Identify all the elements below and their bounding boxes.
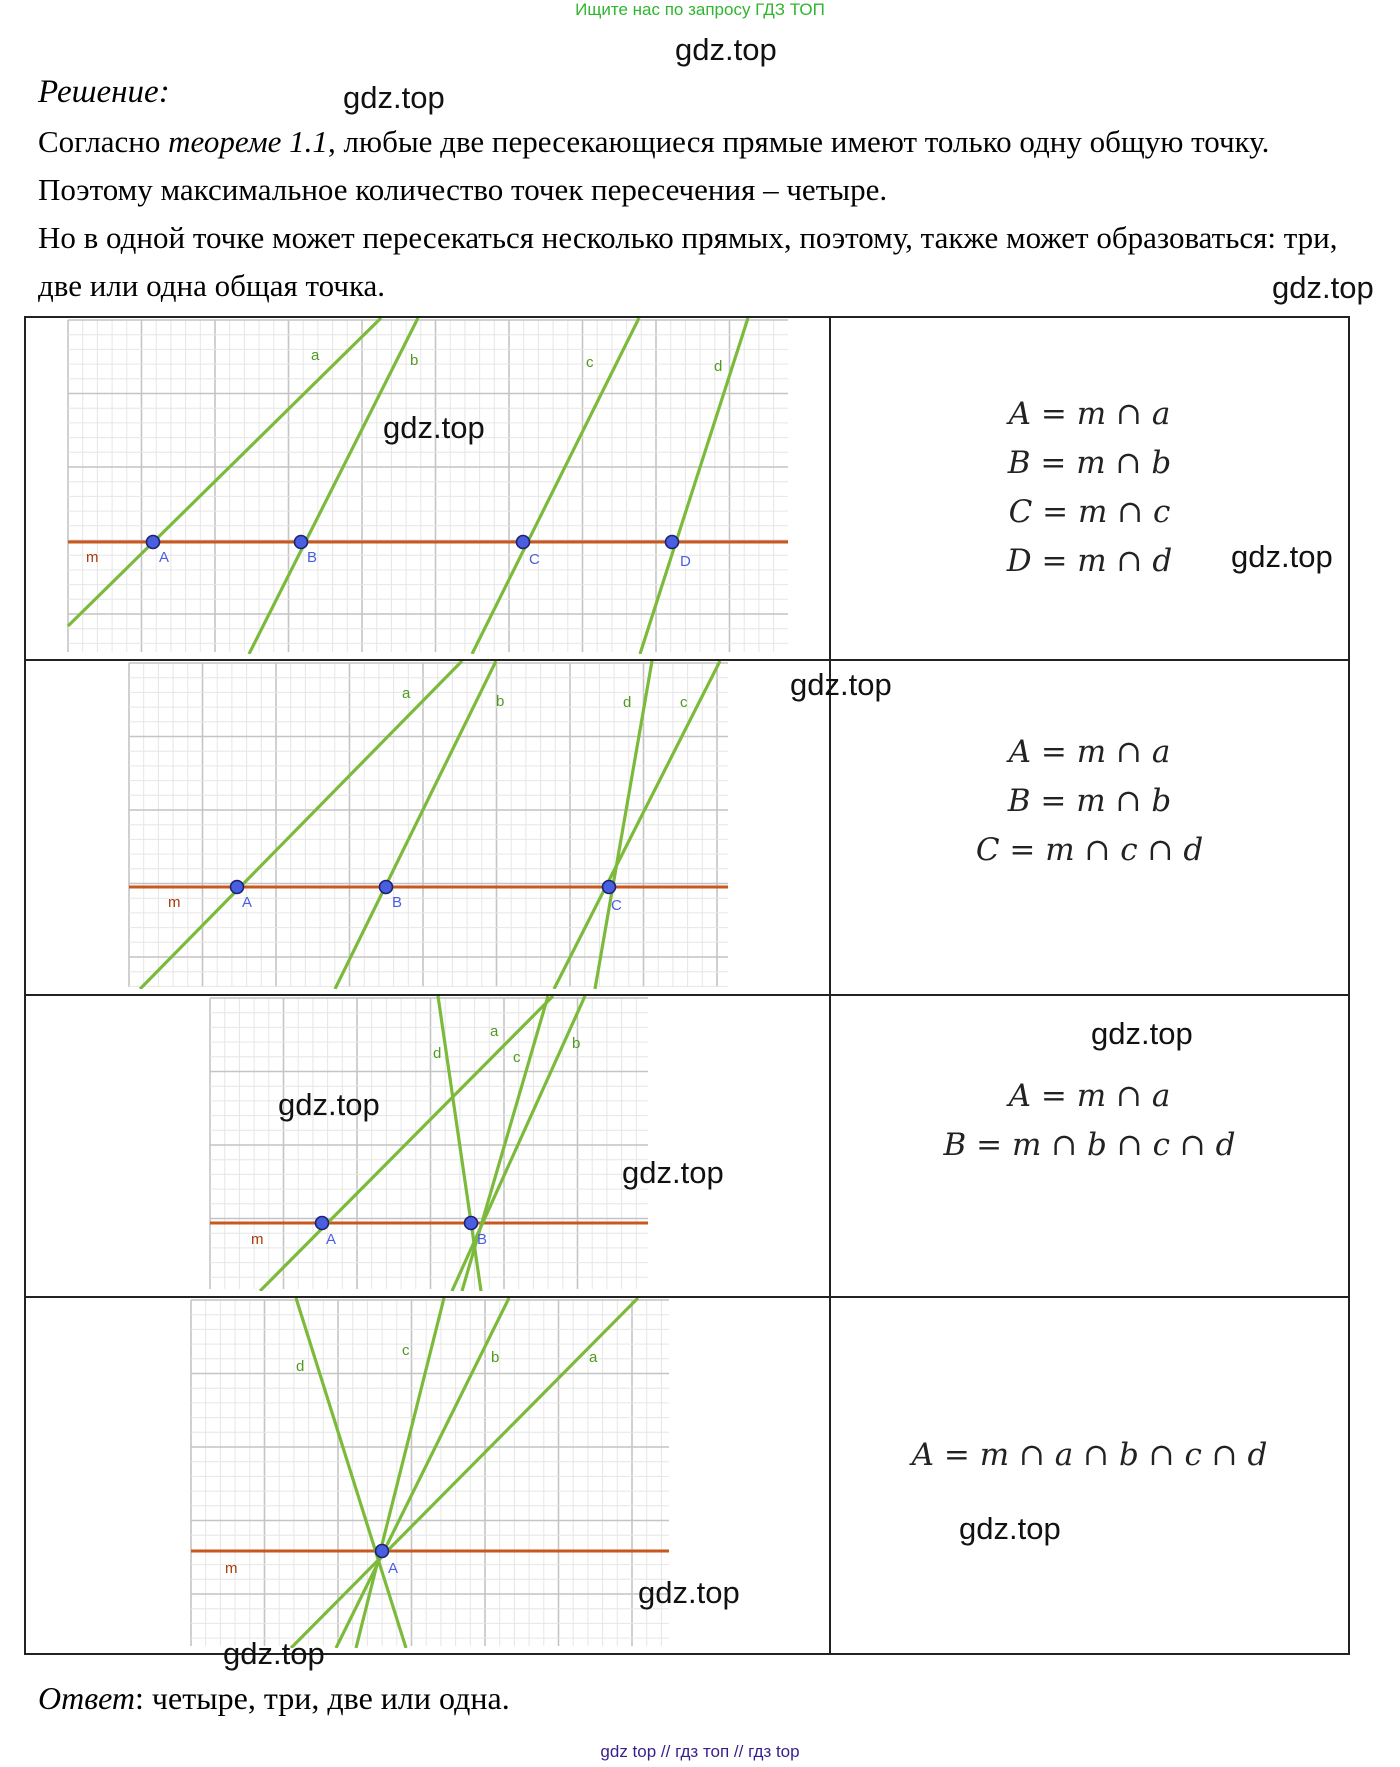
- point-label-A: A: [242, 894, 253, 911]
- line-label-a: a: [311, 347, 320, 364]
- answer-label: Ответ: [38, 1680, 135, 1716]
- watermark: gdz.top: [790, 667, 892, 702]
- formula: B = m ∩ b ∩ c ∩ d: [943, 1126, 1236, 1163]
- base-line-label: m: [251, 1231, 264, 1248]
- line-b: [249, 318, 418, 654]
- point-label-A: A: [388, 1560, 399, 1577]
- point-C: [517, 536, 530, 549]
- formula: C = m ∩ c ∩ d: [975, 831, 1204, 868]
- formula: A = m ∩ a: [1008, 1077, 1171, 1114]
- solution-paragraph-1: Согласно теореме 1.1, любые две пересекающиеся прямые имеют только одну общую точку. Поэтому максимальное количество точек пересечения – четыре.: [38, 124, 1270, 207]
- formula: D = m ∩ d: [1006, 542, 1173, 579]
- top-banner: Ищите нас по запросу ГДЗ ТОП: [575, 0, 825, 19]
- line-label-a: a: [402, 685, 411, 702]
- point-label-B: B: [392, 894, 403, 911]
- formula: B = m ∩ b: [1007, 782, 1172, 819]
- formulas-2: [831, 664, 1348, 875]
- watermark: gdz.top: [223, 1636, 325, 1671]
- line-label-c: c: [513, 1049, 521, 1066]
- solution-heading: Решение:: [38, 74, 170, 110]
- point-label-D: D: [680, 553, 691, 570]
- figure-1-svg: [26, 318, 829, 654]
- point-label-A: A: [159, 549, 170, 566]
- point-A: [376, 1545, 389, 1558]
- footer-watermark: gdz top // гдз топ // гдз top: [600, 1742, 800, 1761]
- answer-text: : четыре, три, две или одна.: [135, 1680, 510, 1716]
- line-label-b: b: [410, 352, 419, 369]
- formula: C = m ∩ c: [1008, 493, 1171, 530]
- figure-3-svg: [26, 996, 829, 1291]
- formulas-4: [831, 1301, 1348, 1480]
- watermark: gdz.top: [622, 1155, 724, 1190]
- watermark: gdz.top: [1091, 1015, 1193, 1051]
- figure-2-svg: [26, 661, 829, 989]
- line-label-b: b: [496, 693, 505, 710]
- line-label-c: c: [680, 694, 688, 711]
- line-label-c: c: [402, 1342, 410, 1359]
- answer: [38, 1680, 510, 1717]
- watermark: gdz.top: [959, 1510, 1061, 1546]
- point-label-B: B: [307, 549, 318, 566]
- point-A: [316, 1217, 329, 1230]
- watermark: gdz.top: [675, 32, 777, 67]
- point-C: [603, 881, 616, 894]
- solution-table: [24, 316, 1350, 1655]
- line-label-c: c: [586, 354, 594, 371]
- watermark: gdz.top: [1272, 270, 1374, 305]
- solution-paragraph-2: Но в одной точке может пересекаться несколько прямых, поэтому, также может образоваться: три, две или одна общая точка.: [38, 220, 1338, 303]
- line-label-d: d: [296, 1358, 305, 1375]
- line-label-a: a: [490, 1023, 499, 1040]
- watermark: gdz.top: [278, 1087, 380, 1122]
- point-label-B: B: [477, 1231, 488, 1248]
- watermark: gdz.top: [638, 1575, 740, 1610]
- table-row: [25, 317, 1349, 660]
- table-row: [25, 1297, 1349, 1654]
- line-a: [260, 996, 553, 1291]
- point-label-C: C: [611, 897, 622, 914]
- point-B: [295, 536, 308, 549]
- formula: B = m ∩ b: [1007, 444, 1172, 481]
- figure-4: [26, 1298, 829, 1653]
- line-label-b: b: [572, 1035, 581, 1052]
- point-A: [147, 536, 160, 549]
- formula: A = m ∩ a ∩ b ∩ c ∩ d: [911, 1436, 1268, 1473]
- base-line-label: m: [86, 549, 99, 566]
- formula: A = m ∩ a: [1008, 733, 1171, 770]
- formulas-3: [831, 999, 1348, 1170]
- line-b: [336, 1298, 509, 1648]
- line-label-b: b: [491, 1349, 500, 1366]
- point-label-C: C: [529, 551, 540, 568]
- point-D: [666, 536, 679, 549]
- figure-2: [26, 661, 892, 994]
- point-label-A: A: [326, 1231, 337, 1248]
- figure-1: [26, 318, 829, 659]
- watermark: gdz.top: [343, 80, 445, 115]
- figure-3: [26, 996, 829, 1296]
- watermark: gdz.top: [383, 410, 485, 445]
- formula: A = m ∩ a: [1008, 395, 1171, 432]
- point-B: [465, 1217, 478, 1230]
- base-line-label: m: [168, 894, 181, 911]
- base-line-label: m: [225, 1560, 238, 1577]
- line-label-d: d: [433, 1045, 442, 1062]
- watermark: gdz.top: [1231, 538, 1333, 574]
- line-label-d: d: [714, 358, 723, 375]
- point-B: [380, 881, 393, 894]
- line-d: [296, 1298, 406, 1648]
- point-A: [231, 881, 244, 894]
- table-row: [25, 660, 1349, 995]
- table-row: [25, 995, 1349, 1297]
- line-label-a: a: [589, 1349, 598, 1366]
- line-a: [291, 1298, 638, 1648]
- line-label-d: d: [623, 694, 632, 711]
- line-c: [356, 1298, 444, 1648]
- line-c: [472, 318, 639, 654]
